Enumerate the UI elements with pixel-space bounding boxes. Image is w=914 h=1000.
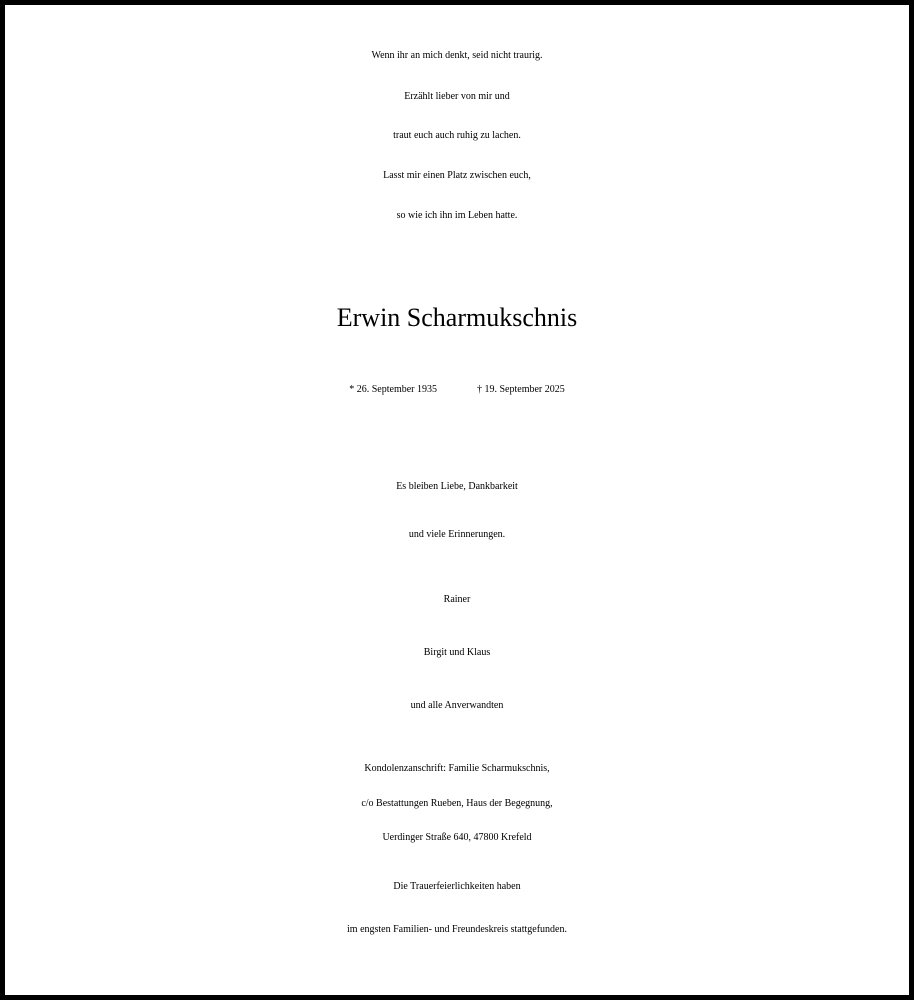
condolence-address-line: c/o Bestattungen Rueben, Haus der Begegnung, [361,798,553,809]
poem-line: Wenn ihr an mich denkt, seid nicht traurig. [371,50,543,61]
poem-line: traut euch auch ruhig zu lachen. [393,130,521,141]
dedication-line: Es bleiben Liebe, Dankbarkeit [396,481,518,492]
condolence-address-line: Kondolenzanschrift: Familie Scharmukschnis, [364,763,550,774]
condolence-address-line: Uerdinger Straße 640, 47800 Krefeld [382,832,532,843]
mourner-line: Rainer [443,594,471,605]
death-date: † 19. September 2025 [477,384,565,395]
mourner-line: und alle Anverwandten [410,700,504,711]
ceremony-note-line: im engsten Familien- und Freundeskreis stattgefunden. [347,924,567,935]
mourner-line: Birgit und Klaus [423,647,491,658]
poem-line: so wie ich ihn im Leben hatte. [396,210,518,221]
birth-date: * 26. September 1935 [349,384,437,395]
deceased-name: Erwin Scharmukschnis [336,303,578,332]
ceremony-note-line: Die Trauerfeierlichkeiten haben [393,881,521,892]
life-dates [5,385,909,395]
poem-line: Erzählt lieber von mir und [404,91,510,102]
poem-line: Lasst mir einen Platz zwischen euch, [383,170,531,181]
dedication-line: und viele Erinnerungen. [408,529,506,540]
